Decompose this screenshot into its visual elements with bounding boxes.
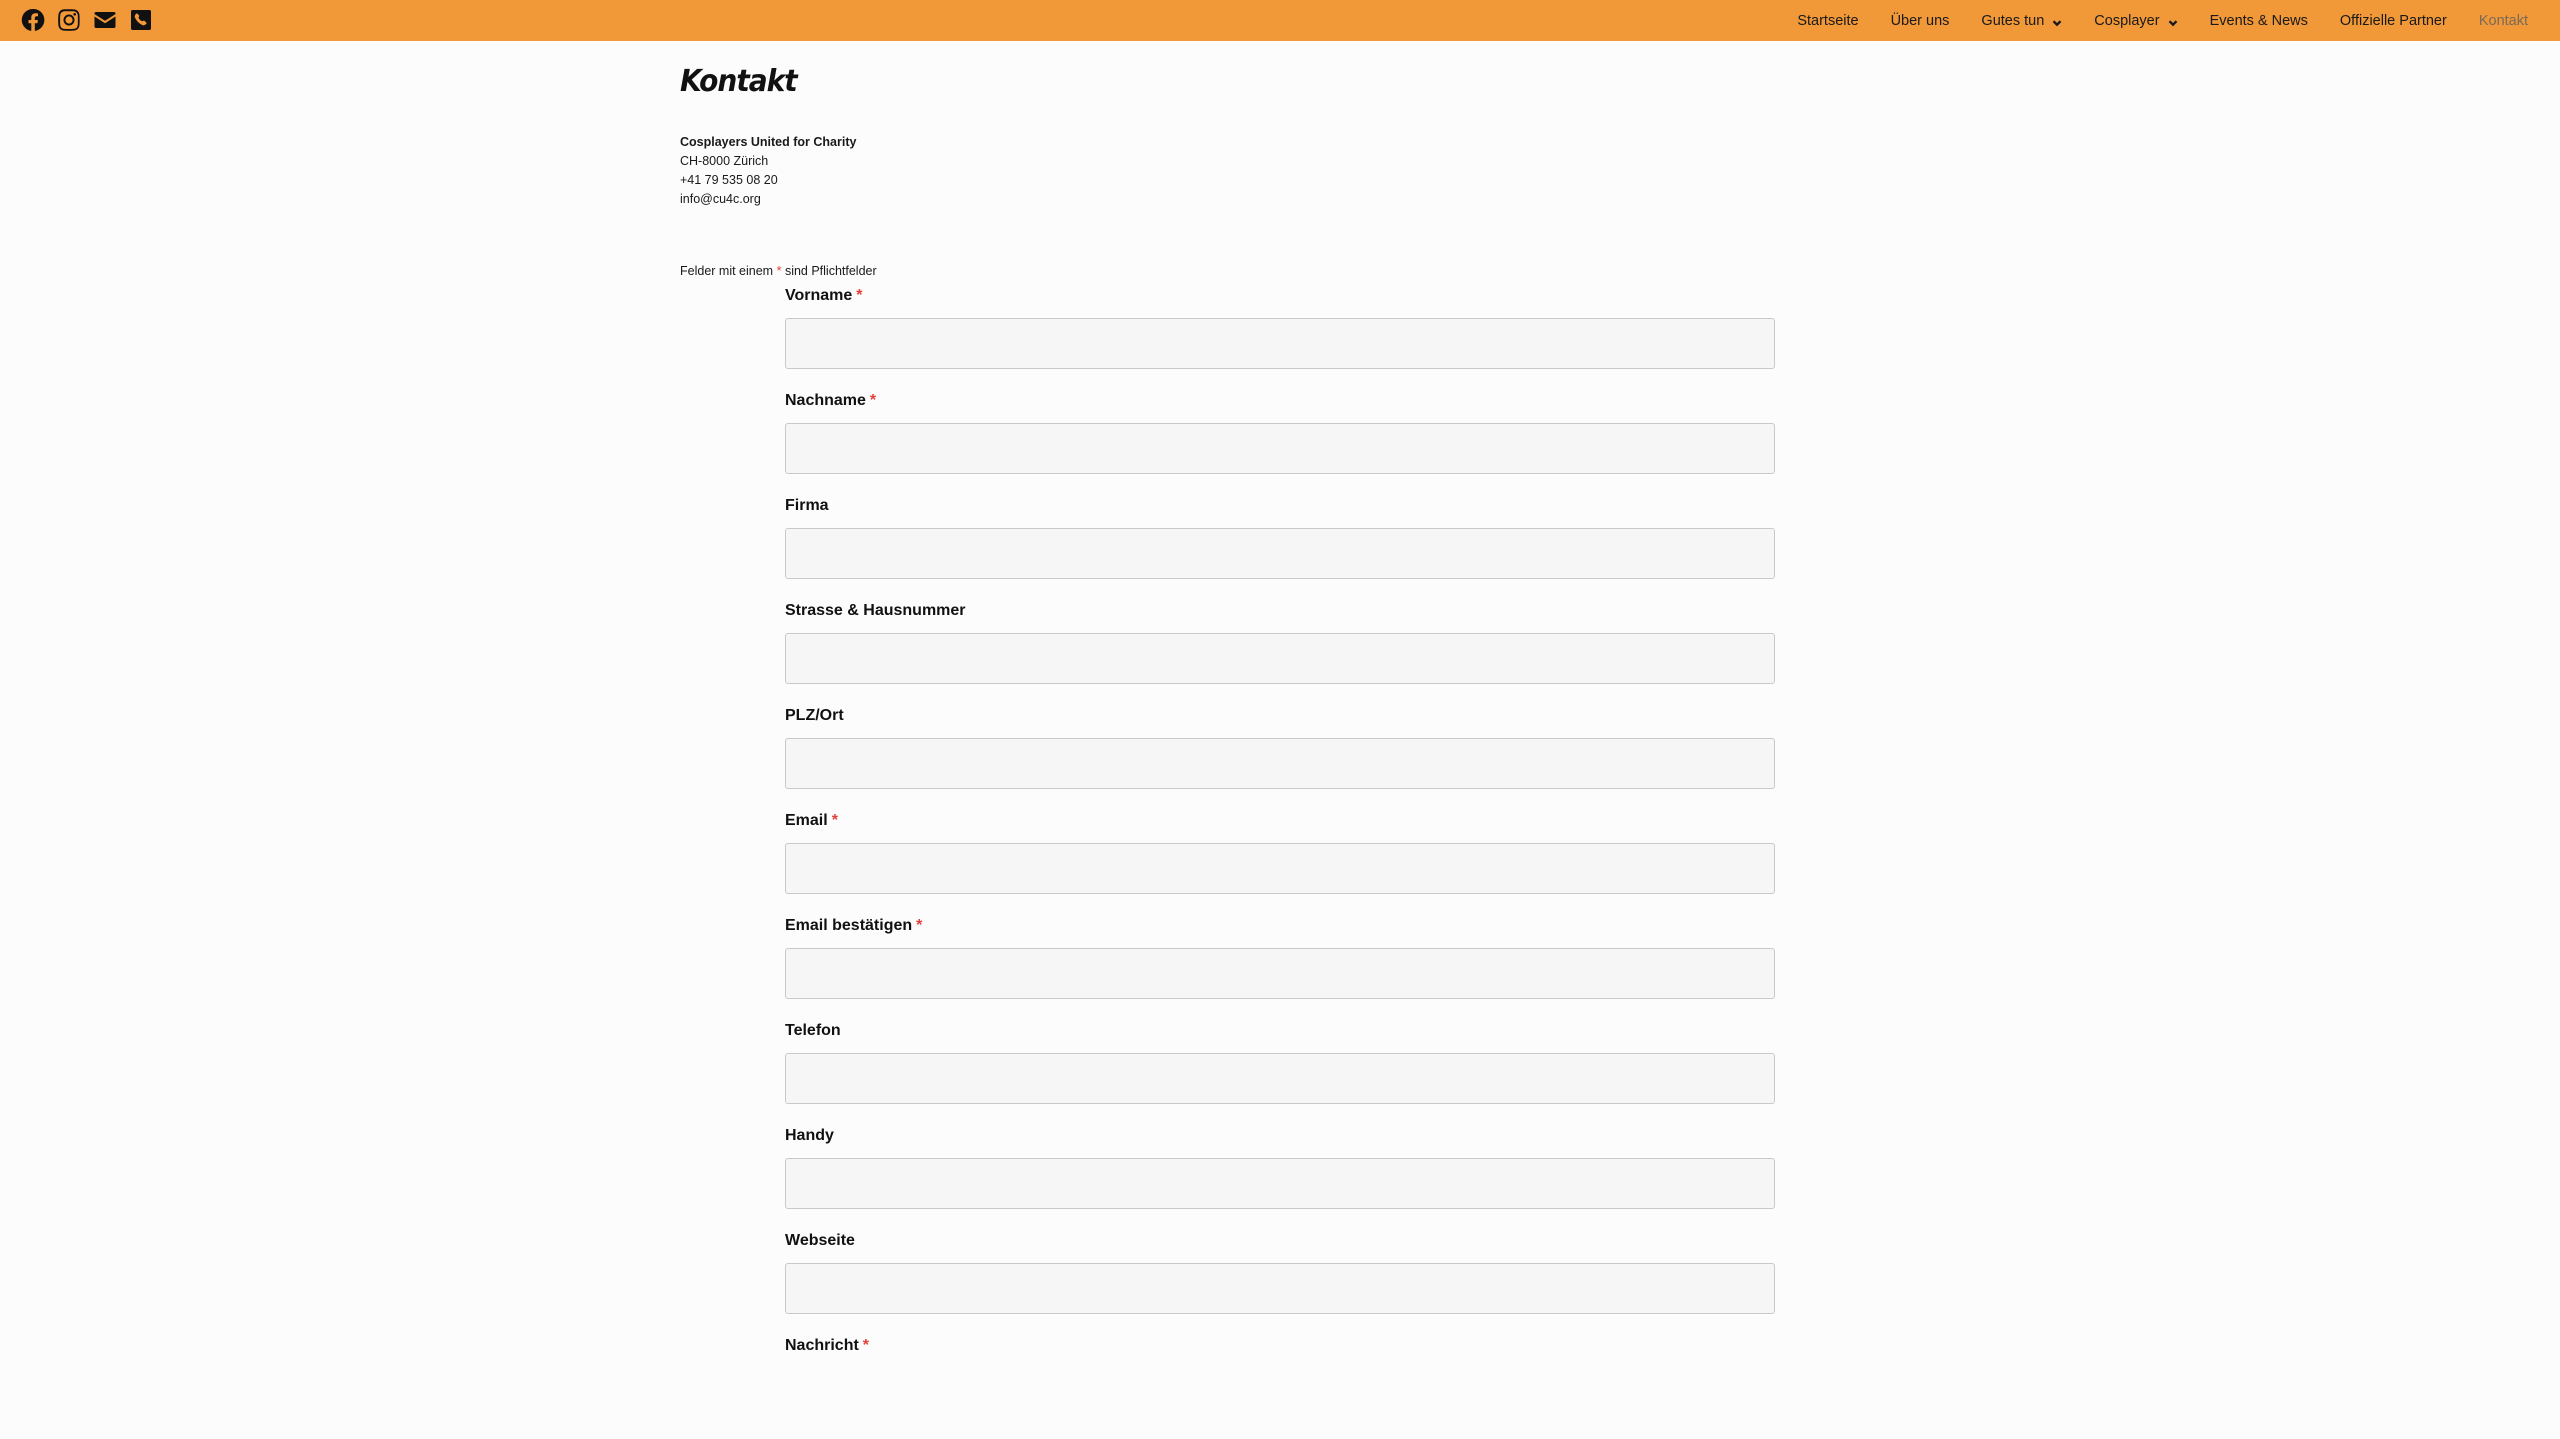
- social-links: [20, 7, 164, 33]
- field-email: [785, 809, 1775, 914]
- vorname-input[interactable]: [785, 318, 1775, 369]
- required-note: [680, 264, 877, 278]
- field-label-text: Nachricht: [785, 1337, 859, 1354]
- field-label: [785, 599, 1775, 625]
- required-star: *: [831, 812, 838, 829]
- phone-icon[interactable]: [128, 7, 154, 33]
- email-confirm-input[interactable]: [785, 948, 1775, 999]
- nav-item-ueber-uns[interactable]: [1891, 13, 1950, 29]
- nav-item-label: Startseite: [1797, 12, 1859, 29]
- field-label: [785, 914, 1775, 940]
- field-label: [785, 809, 1775, 835]
- required-note-after: sind Pflichtfelder: [784, 264, 877, 278]
- field-plz-ort: [785, 704, 1775, 809]
- nav-item-gutes-tun[interactable]: [1981, 13, 2062, 29]
- field-label-text: Email bestätigen: [785, 917, 913, 934]
- handy-input[interactable]: [785, 1158, 1775, 1209]
- field-webseite: [785, 1229, 1775, 1334]
- required-star: *: [862, 1337, 870, 1354]
- nav-item-offizielle-partner[interactable]: [2340, 13, 2447, 29]
- nav-item-kontakt[interactable]: [2479, 13, 2528, 29]
- field-label-text: Telefon: [785, 1022, 841, 1039]
- field-vorname: [785, 284, 1775, 389]
- contact-address: [680, 133, 856, 209]
- field-label: [785, 1019, 1775, 1045]
- required-note-before: Felder mit einem: [680, 264, 774, 278]
- strasse-input[interactable]: [785, 633, 1775, 684]
- chevron-down-icon: [2168, 16, 2178, 26]
- contact-form: [785, 284, 1775, 1439]
- instagram-icon[interactable]: [56, 7, 82, 33]
- main-nav: [1765, 0, 2528, 41]
- facebook-icon[interactable]: [20, 7, 46, 33]
- field-label: [785, 704, 1775, 730]
- plz-ort-input[interactable]: [785, 738, 1775, 789]
- page-title: Kontakt: [680, 62, 797, 99]
- nav-item-label: Gutes tun: [1981, 12, 2045, 29]
- field-email-confirm: [785, 914, 1775, 1019]
- field-nachricht: [785, 1334, 1775, 1439]
- field-label: [785, 389, 1775, 415]
- field-firma: [785, 494, 1775, 599]
- field-label: [785, 1229, 1775, 1255]
- address-email: info@cu4c.org: [680, 192, 761, 206]
- required-star: *: [916, 917, 923, 934]
- telefon-input[interactable]: [785, 1053, 1775, 1104]
- required-star: *: [776, 264, 782, 278]
- field-label-text: Handy: [785, 1127, 834, 1144]
- nav-item-label: Cosplayer: [2094, 12, 2160, 29]
- address-org: Cosplayers United for Charity: [680, 135, 857, 149]
- field-label: [785, 284, 1775, 310]
- webseite-input[interactable]: [785, 1263, 1775, 1314]
- field-label-text: Firma: [785, 497, 829, 514]
- envelope-icon[interactable]: [92, 7, 118, 33]
- field-label: [785, 1124, 1775, 1150]
- field-label-text: Nachname: [785, 392, 866, 409]
- nav-item-label: Über uns: [1890, 12, 1950, 29]
- email-input[interactable]: [785, 843, 1775, 894]
- field-nachname: [785, 389, 1775, 494]
- field-label-text: PLZ/Ort: [785, 707, 844, 724]
- firma-input[interactable]: [785, 528, 1775, 579]
- field-label-text: Email: [785, 812, 828, 829]
- field-label: [785, 494, 1775, 520]
- nav-item-startseite[interactable]: [1797, 13, 1858, 29]
- field-handy: [785, 1124, 1775, 1229]
- nachname-input[interactable]: [785, 423, 1775, 474]
- field-telefon: [785, 1019, 1775, 1124]
- address-phone: +41 79 535 08 20: [680, 173, 778, 187]
- nav-item-label: Events & News: [2209, 12, 2308, 29]
- chevron-down-icon: [2052, 16, 2062, 26]
- nav-item-events-news[interactable]: [2210, 13, 2308, 29]
- nav-item-label: Offizielle Partner: [2339, 12, 2447, 29]
- field-strasse: [785, 599, 1775, 704]
- field-label: [785, 1334, 1775, 1360]
- nav-item-cosplayer[interactable]: [2094, 13, 2177, 29]
- required-star: *: [869, 392, 877, 409]
- field-label-text: Vorname: [785, 287, 853, 304]
- nav-item-label: Kontakt: [2478, 12, 2528, 29]
- field-label-text: Strasse & Hausnummer: [785, 602, 966, 619]
- top-bar: [0, 0, 2560, 41]
- address-city: CH-8000 Zürich: [680, 154, 769, 168]
- field-label-text: Webseite: [785, 1232, 855, 1249]
- required-star: *: [856, 287, 863, 304]
